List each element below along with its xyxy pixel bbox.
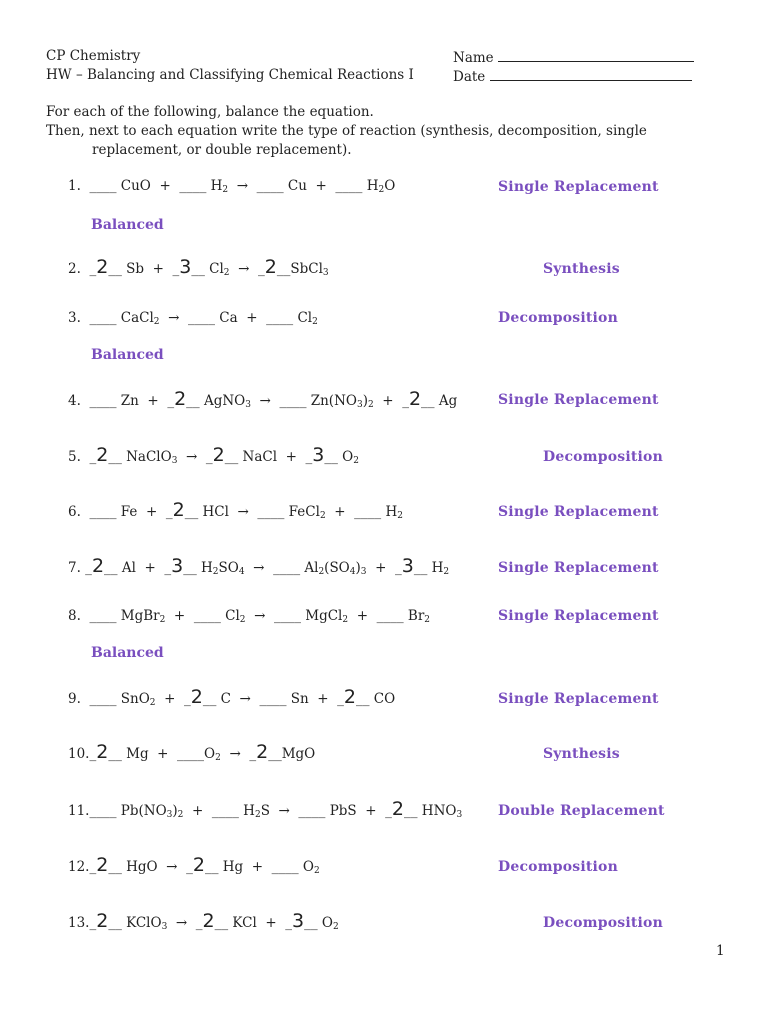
- instruction-line-1: For each of the following, balance the equation.: [46, 104, 374, 120]
- reaction-type-13: Decomposition: [543, 915, 663, 931]
- reaction-type-1: Single Replacement: [498, 179, 659, 195]
- equation-3: 3. ____ CaCl$_2$ → ____ Ca + ____ $Cl_2$: [68, 310, 318, 327]
- equation-9: 9. ____ SnO$_2$ + _2__ C → ____ Sn + _2__ CO: [68, 686, 396, 708]
- assignment-title: HW – Balancing and Classifying Chemical Reactions I: [46, 67, 414, 83]
- equation-13: 13._2__ KClO$_3$ → _2__ KCl + _3__ $O_2$: [68, 910, 339, 932]
- reaction-type-2: Synthesis: [543, 261, 620, 277]
- balanced-note-3: Balanced: [91, 347, 164, 363]
- equation-10: 10._2__ $Mg + \_\_\_\_O_2$ → _2__MgO: [68, 741, 316, 763]
- balanced-note-1: Balanced: [91, 217, 164, 233]
- course-title: CP Chemistry: [46, 48, 141, 64]
- name-field[interactable]: [453, 50, 694, 66]
- reaction-type-10: Synthesis: [543, 746, 620, 762]
- equation-12: 12._2__ HgO → _2__ Hg + ____ $O_2$: [68, 854, 320, 876]
- name-label: Name: [453, 50, 498, 66]
- date-label: Date: [453, 69, 490, 85]
- reaction-type-11: Double Replacement: [498, 803, 665, 819]
- equation-8: 8. ____ MgBr$_2$ + ____ $Cl_2$ → ____ MgCl$_2$ + ____ $Br_2$: [68, 608, 431, 625]
- reaction-type-6: Single Replacement: [498, 504, 659, 520]
- equation-1: 1. ____ CuO + ____ $H_2$ → ____ Cu + ____ $H_2O$: [68, 178, 396, 195]
- page-number: 1: [716, 943, 725, 959]
- reaction-type-3: Decomposition: [498, 310, 618, 326]
- equation-2: 2. _2__ Sb + _3__ $Cl_2$ → _2__SbCl$_3$: [68, 256, 329, 278]
- equation-4: 4. ____ Zn + _2__ AgNO$_3$ → ____ $Zn(NO_3)_2$ + _2__ Ag: [68, 388, 458, 410]
- balanced-note-8: Balanced: [91, 645, 164, 661]
- reaction-type-7: Single Replacement: [498, 560, 659, 576]
- instruction-line-2: Then, next to each equation write the type of reaction (synthesis, decomposition, single: [46, 123, 647, 139]
- equation-5: 5. _2__ NaClO$_3$ → _2__ NaCl + _3__ $O_2$: [68, 444, 359, 466]
- date-field[interactable]: [453, 69, 692, 85]
- reaction-type-8: Single Replacement: [498, 608, 659, 624]
- reaction-type-4: Single Replacement: [498, 392, 659, 408]
- equation-7: 7. _2__ Al + _3__ $H_2SO_4$ → ____ $Al_2(SO_4)_3$ + _3__ $H_2$: [68, 555, 450, 577]
- reaction-type-9: Single Replacement: [498, 691, 659, 707]
- reaction-type-12: Decomposition: [498, 859, 618, 875]
- instruction-line-3: replacement, or double replacement).: [92, 142, 352, 158]
- reaction-type-5: Decomposition: [543, 449, 663, 465]
- equation-6: 6. ____ Fe + _2__ HCl → ____ FeCl$_2$ + ____ $H_2$: [68, 499, 403, 521]
- equation-11: 11.____ $Pb(NO_3)_2$ + ____ $H_2S$ → ____ PbS + _2__ $HNO_3$: [68, 798, 463, 820]
